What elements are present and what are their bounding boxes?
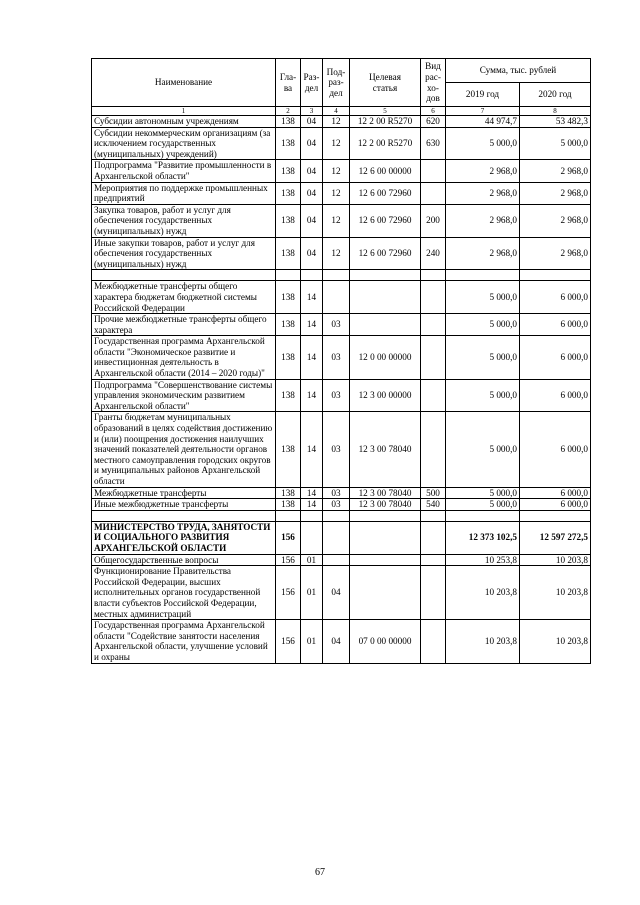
column-number: 1 <box>92 107 276 116</box>
row-razdel: 04 <box>301 160 323 182</box>
row-glava: 156 <box>276 620 301 663</box>
blank-row <box>92 270 591 281</box>
blank-cell <box>350 270 421 281</box>
row-name: Подпрограмма "Развитие промышленности в Архангельской области" <box>92 160 276 182</box>
row-name: Функционирование Правительства Российской Федерации, высших исполнительных органов государственной власти субъектов Российской Федерации, местных администраций <box>92 566 276 620</box>
row-glava: 156 <box>276 521 301 554</box>
row-target: 12 3 00 78040 <box>350 487 421 499</box>
row-name: Государственная программа Архангельской области "Экономическое развитие и инвестиционная деятельность в Архангельской области (2014 – 2020 годы)" <box>92 336 276 379</box>
row-vid: 540 <box>421 499 446 511</box>
row-razdel: 14 <box>301 412 323 487</box>
row-glava: 138 <box>276 336 301 379</box>
row-sum-2020: 2 968,0 <box>520 160 591 182</box>
row-name: Иные межбюджетные трансферты <box>92 499 276 511</box>
blank-cell <box>92 270 276 281</box>
row-podrazdel: 12 <box>323 127 350 160</box>
row-vid <box>421 521 446 554</box>
row-podrazdel: 04 <box>323 620 350 663</box>
table-row <box>92 160 591 182</box>
blank-cell <box>92 510 276 521</box>
row-podrazdel: 03 <box>323 379 350 412</box>
column-number-row <box>92 107 591 116</box>
row-glava: 138 <box>276 487 301 499</box>
row-target: 12 6 00 00000 <box>350 160 421 182</box>
row-vid: 200 <box>421 204 446 237</box>
blank-cell <box>276 510 301 521</box>
row-razdel: 01 <box>301 554 323 566</box>
row-target <box>350 314 421 336</box>
blank-row <box>92 510 591 521</box>
row-target <box>350 566 421 620</box>
row-name: Общегосударственные вопросы <box>92 554 276 566</box>
budget-table <box>91 58 591 664</box>
column-number: 7 <box>446 107 520 116</box>
blank-cell <box>520 510 591 521</box>
row-podrazdel: 03 <box>323 336 350 379</box>
table-row <box>92 412 591 487</box>
row-podrazdel: 03 <box>323 499 350 511</box>
row-name: Закупка товаров, работ и услуг для обеспечения государственных (муниципальных) нужд <box>92 204 276 237</box>
column-number: 4 <box>323 107 350 116</box>
blank-cell <box>323 270 350 281</box>
row-podrazdel: 03 <box>323 314 350 336</box>
row-sum-2019: 10 203,8 <box>446 620 520 663</box>
header-vid: Вид рас- хо- дов <box>421 59 446 107</box>
row-target: 12 2 00 R5270 <box>350 116 421 128</box>
table-row <box>92 566 591 620</box>
blank-cell <box>350 510 421 521</box>
table-row <box>92 554 591 566</box>
row-sum-2020: 2 968,0 <box>520 182 591 204</box>
row-glava: 138 <box>276 281 301 314</box>
row-target <box>350 521 421 554</box>
row-glava: 138 <box>276 314 301 336</box>
blank-cell <box>520 270 591 281</box>
row-sum-2020: 6 000,0 <box>520 336 591 379</box>
row-razdel: 14 <box>301 336 323 379</box>
row-target: 12 6 00 72960 <box>350 204 421 237</box>
table-row <box>92 314 591 336</box>
row-sum-2020: 5 000,0 <box>520 127 591 160</box>
row-glava: 156 <box>276 554 301 566</box>
row-sum-2019: 5 000,0 <box>446 379 520 412</box>
row-target: 12 3 00 00000 <box>350 379 421 412</box>
row-podrazdel: 12 <box>323 160 350 182</box>
page-number: 67 <box>315 867 325 878</box>
table-row <box>92 620 591 663</box>
row-vid: 500 <box>421 487 446 499</box>
row-razdel: 14 <box>301 281 323 314</box>
row-glava: 138 <box>276 379 301 412</box>
blank-cell <box>421 510 446 521</box>
blank-cell <box>446 270 520 281</box>
row-vid <box>421 314 446 336</box>
row-name: Мероприятия по поддержке промышленных предприятий <box>92 182 276 204</box>
row-sum-2019: 2 968,0 <box>446 160 520 182</box>
row-sum-2019: 5 000,0 <box>446 281 520 314</box>
header-2019: 2019 год <box>446 83 520 107</box>
row-sum-2020: 6 000,0 <box>520 379 591 412</box>
row-podrazdel: 03 <box>323 487 350 499</box>
row-sum-2019: 5 000,0 <box>446 499 520 511</box>
blank-cell <box>301 510 323 521</box>
row-podrazdel <box>323 521 350 554</box>
row-razdel: 04 <box>301 116 323 128</box>
row-target: 12 6 00 72960 <box>350 182 421 204</box>
row-razdel: 04 <box>301 127 323 160</box>
blank-cell <box>323 510 350 521</box>
row-glava: 138 <box>276 204 301 237</box>
row-glava: 138 <box>276 182 301 204</box>
row-podrazdel: 12 <box>323 204 350 237</box>
table-row <box>92 116 591 128</box>
row-sum-2020: 6 000,0 <box>520 487 591 499</box>
row-glava: 138 <box>276 116 301 128</box>
row-sum-2020: 10 203,8 <box>520 620 591 663</box>
row-sum-2019: 10 253,8 <box>446 554 520 566</box>
header-target: Целевая статья <box>350 59 421 107</box>
row-vid: 630 <box>421 127 446 160</box>
row-name: Гранты бюджетам муниципальных образований в целях содействия достижению и (или) поощрения достижения наилучших значений показателей деятельности органов местного самоуправления городских округов и муниципальных районов Архангельской области <box>92 412 276 487</box>
row-razdel: 01 <box>301 620 323 663</box>
table-row <box>92 182 591 204</box>
row-podrazdel: 03 <box>323 412 350 487</box>
row-vid <box>421 336 446 379</box>
header-sum: Сумма, тыс. рублей <box>446 59 591 83</box>
row-podrazdel <box>323 281 350 314</box>
row-glava: 156 <box>276 566 301 620</box>
row-vid <box>421 182 446 204</box>
row-sum-2020: 53 482,3 <box>520 116 591 128</box>
row-name: Иные закупки товаров, работ и услуг для обеспечения государственных (муниципальных) нужд <box>92 237 276 270</box>
row-sum-2019: 12 373 102,5 <box>446 521 520 554</box>
column-number: 3 <box>301 107 323 116</box>
row-razdel: 04 <box>301 237 323 270</box>
blank-cell <box>276 270 301 281</box>
row-vid: 240 <box>421 237 446 270</box>
row-vid <box>421 281 446 314</box>
row-target: 12 2 00 R5270 <box>350 127 421 160</box>
column-number: 2 <box>276 107 301 116</box>
table-row <box>92 499 591 511</box>
row-glava: 138 <box>276 499 301 511</box>
row-sum-2020: 6 000,0 <box>520 499 591 511</box>
table-row <box>92 487 591 499</box>
header-podrazdel: Под- раз- дел <box>323 59 350 107</box>
row-sum-2019: 5 000,0 <box>446 412 520 487</box>
row-sum-2019: 2 968,0 <box>446 204 520 237</box>
row-name: Государственная программа Архангельской области "Содействие занятости населения Архангельской области, улучшение условий и охраны <box>92 620 276 663</box>
row-razdel <box>301 521 323 554</box>
row-name: МИНИСТЕРСТВО ТРУДА, ЗАНЯТОСТИ И СОЦИАЛЬНОГО РАЗВИТИЯ АРХАНГЕЛЬСКОЙ ОБЛАСТИ <box>92 521 276 554</box>
row-sum-2019: 5 000,0 <box>446 487 520 499</box>
table-row <box>92 204 591 237</box>
row-target: 12 6 00 72960 <box>350 237 421 270</box>
row-sum-2019: 2 968,0 <box>446 182 520 204</box>
table-row <box>92 336 591 379</box>
row-target: 07 0 00 00000 <box>350 620 421 663</box>
row-razdel: 04 <box>301 182 323 204</box>
row-name: Субсидии некоммерческим организациям (за исключением государственных (муниципальных) учреждений) <box>92 127 276 160</box>
row-vid <box>421 554 446 566</box>
row-glava: 138 <box>276 237 301 270</box>
row-name: Межбюджетные трансферты общего характера бюджетам бюджетной системы Российской Федерации <box>92 281 276 314</box>
row-sum-2020: 6 000,0 <box>520 314 591 336</box>
blank-cell <box>446 510 520 521</box>
column-number: 6 <box>421 107 446 116</box>
row-target: 12 3 00 78040 <box>350 499 421 511</box>
row-podrazdel: 12 <box>323 182 350 204</box>
blank-cell <box>301 270 323 281</box>
blank-cell <box>421 270 446 281</box>
row-vid <box>421 412 446 487</box>
table-row <box>92 237 591 270</box>
row-razdel: 04 <box>301 204 323 237</box>
row-target: 12 0 00 00000 <box>350 336 421 379</box>
row-razdel: 14 <box>301 314 323 336</box>
row-target: 12 3 00 78040 <box>350 412 421 487</box>
row-target <box>350 554 421 566</box>
row-sum-2020: 12 597 272,5 <box>520 521 591 554</box>
row-sum-2020: 6 000,0 <box>520 412 591 487</box>
row-razdel: 01 <box>301 566 323 620</box>
row-podrazdel <box>323 554 350 566</box>
row-vid <box>421 379 446 412</box>
table-row <box>92 521 591 554</box>
row-sum-2019: 5 000,0 <box>446 127 520 160</box>
row-sum-2020: 2 968,0 <box>520 204 591 237</box>
row-sum-2020: 10 203,8 <box>520 566 591 620</box>
row-razdel: 14 <box>301 379 323 412</box>
row-sum-2019: 10 203,8 <box>446 566 520 620</box>
header-name: Наименование <box>92 59 276 107</box>
header-glava: Гла- ва <box>276 59 301 107</box>
row-name: Прочие межбюджетные трансферты общего характера <box>92 314 276 336</box>
row-sum-2020: 6 000,0 <box>520 281 591 314</box>
row-glava: 138 <box>276 127 301 160</box>
row-sum-2019: 5 000,0 <box>446 336 520 379</box>
table-row <box>92 127 591 160</box>
row-sum-2019: 44 974,7 <box>446 116 520 128</box>
row-razdel: 14 <box>301 487 323 499</box>
column-number: 5 <box>350 107 421 116</box>
row-vid <box>421 566 446 620</box>
row-name: Подпрограмма "Совершенствование системы управления экономическим развитием Архангельской области" <box>92 379 276 412</box>
row-vid: 620 <box>421 116 446 128</box>
row-sum-2020: 2 968,0 <box>520 237 591 270</box>
row-razdel: 14 <box>301 499 323 511</box>
row-podrazdel: 04 <box>323 566 350 620</box>
row-name: Межбюджетные трансферты <box>92 487 276 499</box>
header-2020: 2020 год <box>520 83 591 107</box>
row-sum-2019: 2 968,0 <box>446 237 520 270</box>
row-vid <box>421 160 446 182</box>
table-row <box>92 281 591 314</box>
row-glava: 138 <box>276 160 301 182</box>
row-name: Субсидии автономным учреждениям <box>92 116 276 128</box>
row-podrazdel: 12 <box>323 237 350 270</box>
row-podrazdel: 12 <box>323 116 350 128</box>
header-razdel: Раз- дел <box>301 59 323 107</box>
row-glava: 138 <box>276 412 301 487</box>
row-sum-2020: 10 203,8 <box>520 554 591 566</box>
column-number: 8 <box>520 107 591 116</box>
row-vid <box>421 620 446 663</box>
table-row <box>92 379 591 412</box>
row-target <box>350 281 421 314</box>
row-sum-2019: 5 000,0 <box>446 314 520 336</box>
